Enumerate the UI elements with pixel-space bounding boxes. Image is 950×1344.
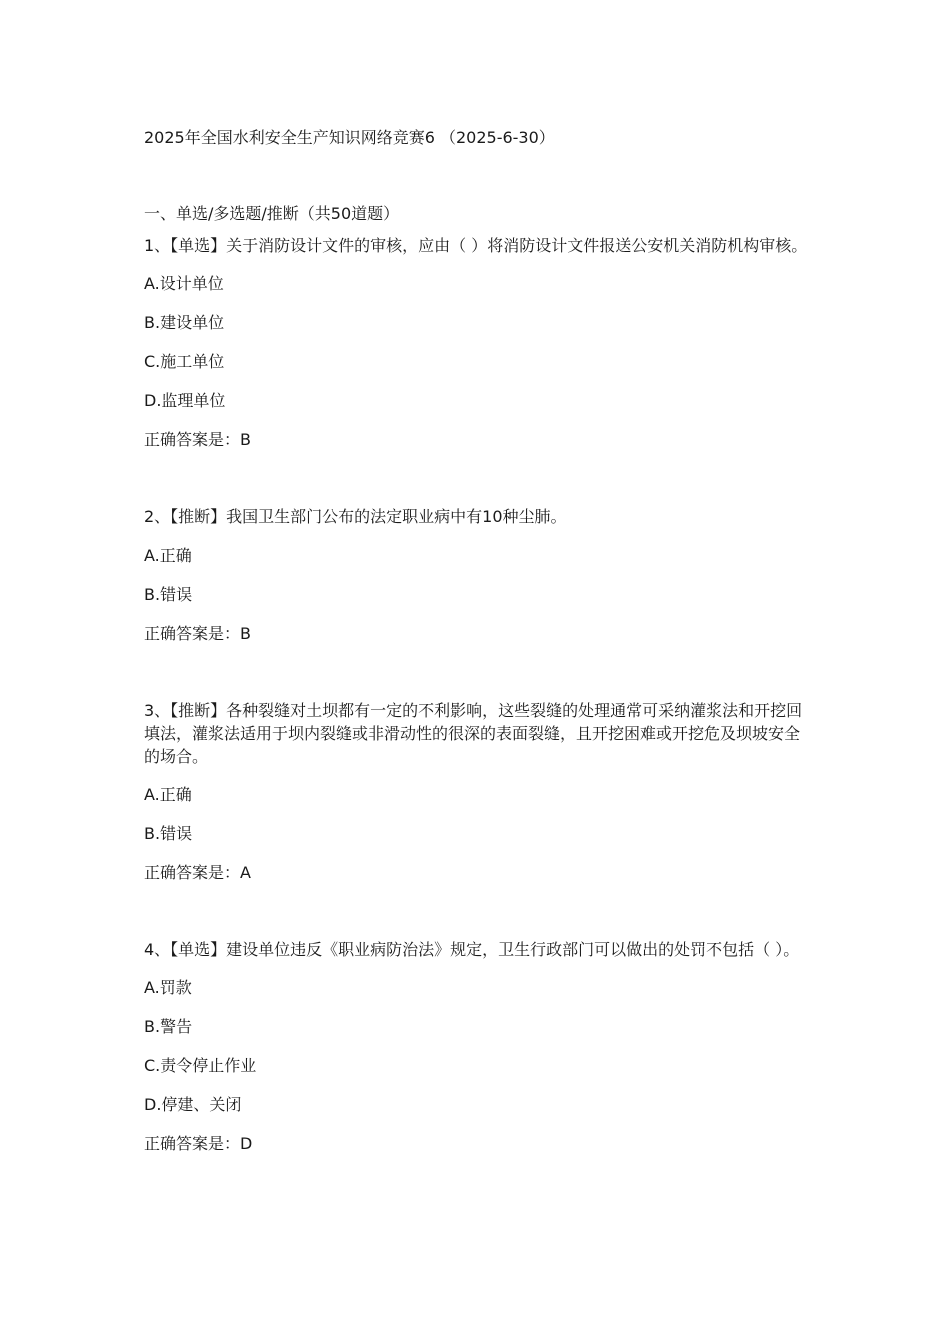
option-b: B.错误 [144, 824, 193, 843]
question-text: 1、【单选】关于消防设计文件的审核，应由（ ）将消防设计文件报送公安机关消防机构审核。 [144, 236, 808, 255]
option-c: C.责令停止作业 [144, 1056, 257, 1075]
option-a: A.设计单位 [144, 274, 224, 293]
option-b: B.错误 [144, 585, 193, 604]
option-a: A.罚款 [144, 978, 192, 997]
option-d: D.停建、关闭 [144, 1095, 242, 1114]
question-3 [144, 699, 809, 884]
option-b: B.警告 [144, 1017, 193, 1036]
question-text: 3、【推断】各种裂缝对土坝都有一定的不利影响，这些裂缝的处理通常可采纳灌浆法和开挖回填法，灌浆法适用于坝内裂缝或非滑动性的很深的表面裂缝，且开挖困难或开挖危及坝坡安全的场合。 [144, 701, 803, 766]
correct-answer: 正确答案是：D [144, 1134, 253, 1153]
option-c: C.施工单位 [144, 352, 225, 371]
question-4 [144, 938, 809, 1155]
document-page [144, 127, 809, 1155]
correct-answer: 正确答案是：A [144, 863, 251, 882]
document-title: 2025年全国水利安全生产知识网络竞赛6 （2025-6-30） [144, 128, 555, 147]
correct-answer: 正确答案是：B [144, 430, 251, 449]
option-d: D.监理单位 [144, 391, 226, 410]
option-a: A.正确 [144, 546, 192, 565]
option-a: A.正确 [144, 785, 192, 804]
option-b: B.建设单位 [144, 313, 225, 332]
section-header: 一、单选/多选题/推断（共50道题） [144, 204, 400, 223]
correct-answer: 正确答案是：B [144, 624, 251, 643]
question-text: 4、【单选】建设单位违反《职业病防治法》规定，卫生行政部门可以做出的处罚不包括（ ）。 [144, 940, 800, 959]
question-2 [144, 505, 809, 645]
question-text: 2、【推断】我国卫生部门公布的法定职业病中有10种尘肺。 [144, 507, 567, 526]
question-1 [144, 234, 809, 451]
